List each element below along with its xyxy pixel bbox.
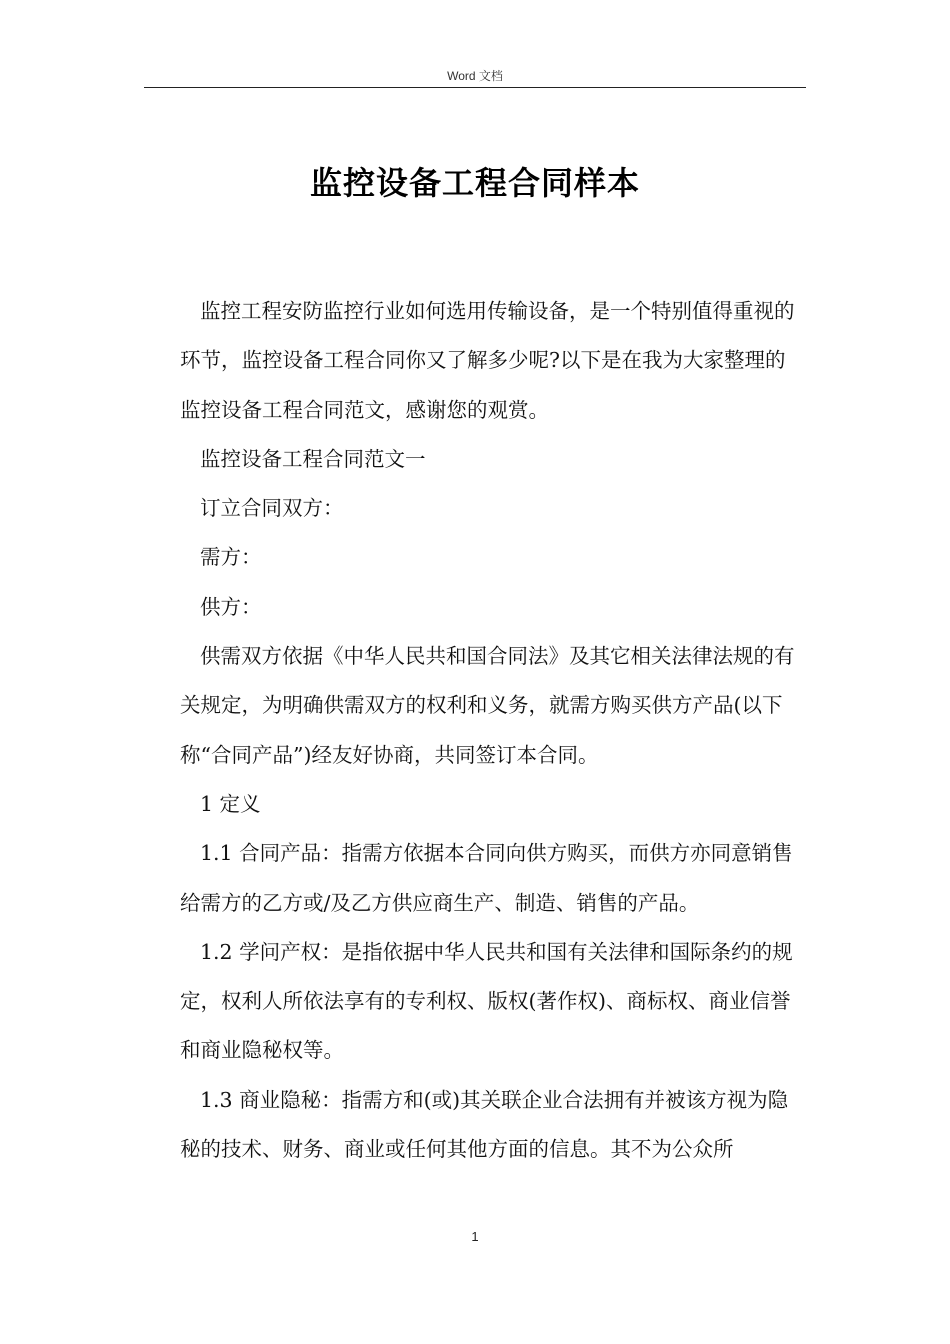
intro-paragraph: 监控工程安防监控行业如何选用传输设备，是一个特别值得重视的环节，监控设备工程合同你又了解多少呢?以下是在我为大家整理的监控设备工程合同范文，感谢您的观赏。 [180,299,795,422]
section-heading: 监控设备工程合同范文一 [200,446,426,471]
document-title: 监控设备工程合同样本 [309,164,640,202]
buyer-label: 需方： [200,545,262,570]
page-header-label: Word 文档 [447,69,503,83]
definitions-heading: 1 定义 [200,791,261,816]
header-divider [144,87,806,88]
clause-1-3: 1.3 商业隐秘：指需方和(或)其关联企业合法拥有并被该方视为隐秘的技术、财务、商业或任何其他方面的信息。其不为公众所 [180,1087,789,1162]
supplier-label: 供方： [200,594,262,619]
document-body [180,287,805,1174]
preamble-paragraph: 供需双方依据《中华人民共和国合同法》及其它相关法律法规的有关规定，为明确供需双方的权利和义务，就需方购买供方产品(以下称“合同产品”)经友好协商，共同签订本合同。 [180,644,795,767]
parties-label: 订立合同双方： [200,496,344,521]
clause-1-1: 1.1 合同产品：指需方依据本合同向供方购买，而供方亦同意销售给需方的乙方或/及乙方供应商生产、制造、销售的产品。 [180,841,793,915]
clause-1-2: 1.2 学问产权：是指依据中华人民共和国有关法律和国际条约的规定，权利人所依法享有的专利权、版权(著作权)、商标权、商业信誉和商业隐秘权等。 [180,939,793,1063]
page-number: 1 [471,1229,479,1244]
